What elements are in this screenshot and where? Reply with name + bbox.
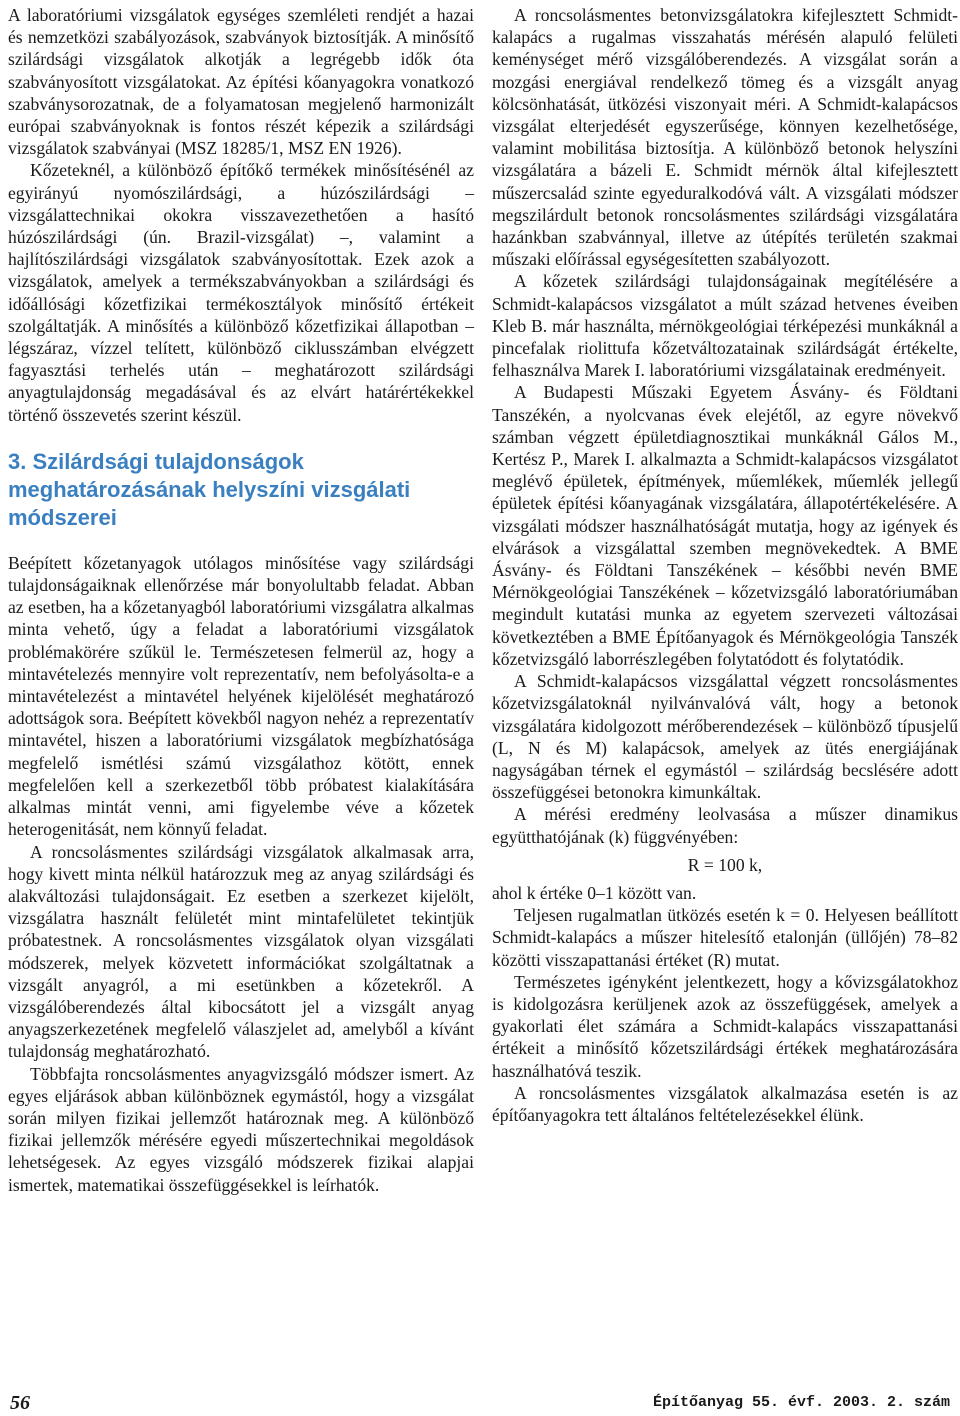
paragraph: A Schmidt-kalapácsos vizsgálattal végzett roncsolásmentes kőzetvizsgálatoknál nyilvánvalóvá vált, hogy a betonok vizsgálatára kidolgozott mérőberendezések – különböző típusjelű (L, N és M) kalapácsok, amelyek az ütés energiájának nagyságában térnek el egymástól – szilárdság becslésére adott összefüggései betonokra kimunkáltak. [492,671,958,803]
paragraph: Teljesen rugalmatlan ütközés esetén k = 0. Helyesen beállított Schmidt-kalapács a műszer hitelesítő etalonján (üllőjén) 78–82 közötti visszapattanási értéket (R) mutat. [492,905,958,970]
paragraph: Kőzeteknél, a különböző építőkő termékek minősítésénél az egyirányú nyomószilárdsági, a húzószilárdsági – vizsgálattechnikai okokra visszavezethetően a hasító húzószilárdsági (ún. Brazil-vizsgálat) –, valamint a hajlítószilárdsági vizsgálatok szabványosítottak. Ezek azok a vizsgálatok, amelyek a termékszabványokban a szilárdsági és időállósági kőzetfizikai termékosztályok minősítő értékeit szolgáltatják. A minősítés a különböző kőzetfizikai állapotban – légszáraz, vízzel telített, különböző ciklusszámban elvégzett fagyasztási terhelés után – meghatározott szilárdsági anyagtulajdonság megadásával és az elvárt határértékekkel történő összevetés szerint készül. [8,160,474,425]
paragraph: Beépített kőzetanyagok utólagos minősítése vagy szilárdsági tulajdonságaiknak ellenőrzése már bonyolultabb feladat. Abban az esetben, ha a kőzetanyagból laboratóriumi vizsgálatra alkalmas minta vehető, úgy a feladat a laboratóriumi vizsgálatok problémakörére szűkül le. Természetesen felmerül az, hogy a mintavételezés mennyire volt reprezentatív, nem befolyásolta-e a mintavételezést a mintavétel helyének kijelölését meghatározó adottságok sora. Beépített kövekből nagyon nehéz a reprezentatív mintavétel, hiszen a laboratóriumi vizsgálatok megbízhatósága megfelelő ismétlési számú vizsgálathoz kötött, ennek megfelelően kell a szerkezetből több próbatest kialakítására alkalmas mintát venni, ami figyelembe véve a kőzetek heterogenitását, nem könnyű feladat. [8,552,474,840]
equation: R = 100 k, [687,854,763,875]
paragraph: A mérési eredmény leolvasása a műszer dinamikus együtthatójának (k) függvényében: [492,804,958,847]
paragraph: A roncsolásmentes vizsgálatok alkalmazása esetén is az építőanyagokra tett általános feltételezésekkel élünk. [492,1082,958,1125]
paragraph: A Budapesti Műszaki Egyetem Ásvány- és Földtani Tanszékén, a nyolcvanas évek elejétől, az egyre növekvő számban végzett épületdiagnosztikai munkáknál Gálos M., Kertész P., Marek I. alkalmazta a Schmidt-kalapácsos vizsgálatot meglévő épületek, építmények, műemlékek, műemlék jellegű épületek építési kőanyagának vizsgálatára, állapotértékelésére. A vizsgálati módszer használhatóságát mutatja, hogy az igények és elvárások a vizsgálattal szemben megnövekedtek. A BME Ásvány- és Földtani Tanszékének – későbbi nevén BME Mérnökgeológiai Tanszékének – kőzetvizsgáló laboratóriumában megindult kutatási munka az egyetem szervezeti változásai következtében a BME Építőanyagok és Mérnökgeológia Tanszék kőzetvizsgáló laborrészlegében folytatódott és folytatódik. [492,382,958,669]
page-number: 56 [10,1392,30,1414]
section-heading: 3. Szilárdsági tulajdonságok meghatározásának helyszíni vizsgálati módszerei [8,448,411,530]
paragraph: A roncsolásmentes szilárdsági vizsgálatok alkalmasak arra, hogy kivett minta nélkül határozzuk meg az anyag szilárdsági és alakváltozási tulajdonságait. Ez esetben a szerkezet kijelölt, vizsgálatra használt felületét mint mintafelületet tekintjük próbatestnek. A roncsolásmentes vizsgálatok olyan vizsgálati módszerek, melyek közvetett információkat szolgáltatnak a vizsgált anyagról, a mi esetünkben a kőzetekről. A vizsgálóberendezés által kibocsátott jel a vizsgált anyag anyagszerkezetének megfelelő válaszjelet ad, amelyből a kívánt tulajdonság meghatározható. [8,841,474,1062]
paragraph: A kőzetek szilárdsági tulajdonságainak megítélésére a Schmidt-kalapácsos vizsgálatot a múlt század hetvenes éveiben Kleb B. már használta, mérnökgeológiai térképezési munkáknál a pincefalak riolittufa kőzetváltozatainak szilárdságát értékelte, felhasználva Marek I. laboratóriumi vizsgálatainak eredményeit. [492,271,958,381]
paragraph: Természetes igényként jelentkezett, hogy a kővizsgálatokhoz is kidolgozásra kerüljenek azok az összefüggések, amelyek a gyakorlati élet számára a Schmidt-kalapács visszapattanási értékeit a minősítő kőzetszilárdsági értékek meghatározására használhatóvá teszik. [492,971,958,1081]
journal-footer: Építőanyag 55. évf. 2003. 2. szám [652,1394,950,1411]
left-column [8,4,474,1196]
paragraph: Többfajta roncsolásmentes anyagvizsgáló módszer ismert. Az egyes eljárások abban különböznek egymástól, hogy a vizsgálat során milyen fizikai jellemzőt határoznak meg. A különböző fizikai jellemzők mérésére egyedi műszertechnikai megoldások lehetségesek. Az egyes vizsgáló módszerek fizikai alapjai ismertek, matematikai összefüggésekkel is leírhatók. [8,1063,474,1195]
right-column [492,4,958,1126]
paragraph: A roncsolásmentes betonvizsgálatokra kifejlesztett Schmidt-kalapács a rugalmas visszahatás mérésén alapuló felületi keménységet mérő vizsgálóberendezés. A vizsgálat során a mozgási energiával rendelkező tömeg és a vizsgált anyag kölcsönhatását, ütközési viszonyait méri. A Schmidt-kalapácsos vizsgálat elterjedését egyszerűsége, könnyen kezelhetősége, valamint mobilitása biztosítja. A különböző betonok helyszíni vizsgálatára a bázeli E. Schmidt mérnök által kifejlesztett műszercsalád szinte egyeduralkodóvá vált. A vizsgálati módszer megszilárdult betonok roncsolásmentes szilárdsági vizsgálatára hazánkban szabvánnyal, illetve az útépítés területén szakmai műszaki előírással egységesítetten szabályozott. [492,5,958,270]
paragraph: ahol k értéke 0–1 között van. [492,882,697,903]
paragraph: A laboratóriumi vizsgálatok egységes szemléleti rendjét a hazai és nemzetközi szabályozások, szabványok biztosítják. A minősítő szilárdsági vizsgálatok alkotják a legrégebb idők óta szabványosított vizsgálatokat. Az építési kőanyagokra vonatkozó szabványsorozatnak, de a folyamatosan megjelenő harmonizált európai szabványoknak is fontos részét képezik a szilárdsági vizsgálatok szabványai (MSZ 18285/1, MSZ EN 1926). [8,5,474,159]
